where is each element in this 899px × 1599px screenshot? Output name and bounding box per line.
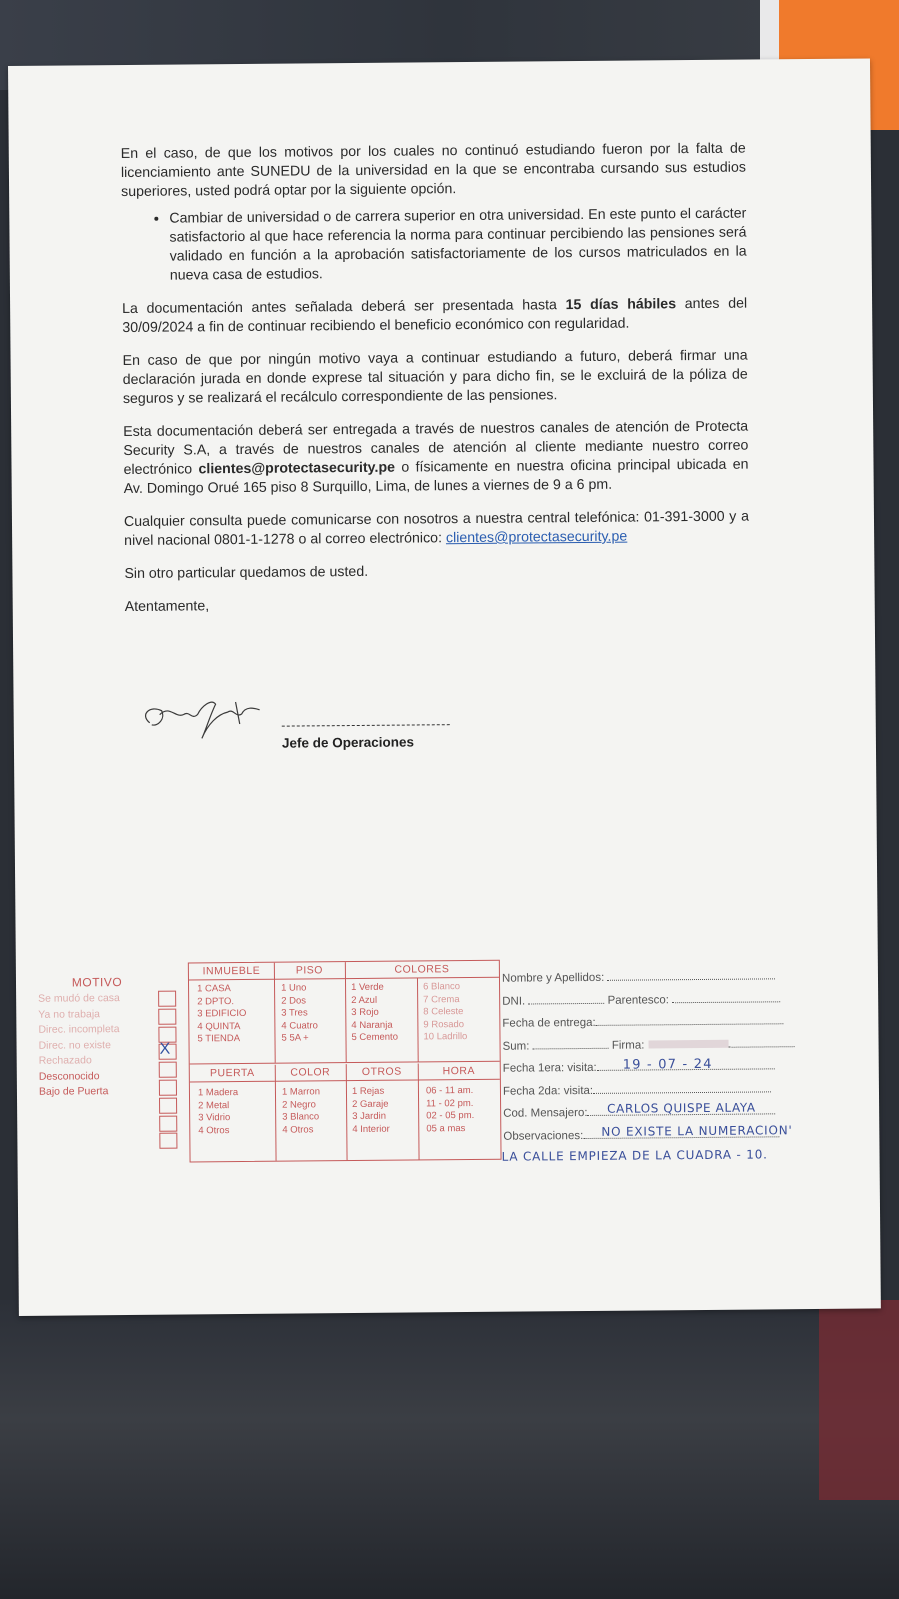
motivo-item: Se mudó de casa — [38, 992, 120, 1005]
observaciones-label: Observaciones: — [503, 1129, 584, 1143]
color-header: COLOR — [275, 1064, 346, 1082]
checkbox[interactable] — [158, 1026, 176, 1042]
mensajero-label: Cod. Mensajero: — [503, 1106, 588, 1120]
motivo-item: Bajo de Puerta — [38, 1085, 109, 1098]
fecha1-label: Fecha 1era: visita: — [502, 1061, 597, 1075]
signature-line — [282, 724, 450, 726]
background-table — [0, 1300, 899, 1599]
checkbox[interactable] — [159, 1080, 177, 1096]
delivery-form — [502, 965, 804, 1170]
motivo-checkboxes — [158, 991, 177, 1151]
sum-field[interactable] — [533, 1035, 609, 1049]
motivo-item: Rechazado — [38, 1054, 92, 1067]
firma-smudge — [648, 1040, 728, 1049]
paragraph-closing: Sin otro particular quedamos de usted. — [124, 563, 369, 583]
otros-list: 1 Rejas 2 Garaje 3 Jardin 4 Interior — [351, 1085, 390, 1135]
motivo-item: Desconocido — [38, 1069, 100, 1083]
delivery-stamp — [38, 960, 500, 1164]
paragraph-deadline: La documentación antes señalada deberá ser presentada hasta 15 días hábiles antes del 30/09/2024 a fin de continuar recibiendo el beneficio económico con regularidad. — [122, 295, 748, 337]
parentesco-field[interactable] — [672, 989, 780, 1003]
sum-label: Sum: — [502, 1039, 530, 1053]
colores-header: COLORES — [345, 961, 499, 979]
handwritten-signature — [135, 684, 266, 745]
motivo-title: MOTIVO — [71, 975, 123, 990]
motivo-item: Direc. no existe — [38, 1038, 111, 1052]
mensajero-value: CARLOS QUISPE ALAYA — [607, 1100, 756, 1116]
puerta-list: 1 Madera 2 Metal 3 Vidrio 4 Otros — [197, 1087, 239, 1136]
nombre-field[interactable] — [607, 966, 775, 980]
hora-list: 06 - 11 am. 11 - 02 pm. 02 - 05 pm. 05 a mas — [425, 1084, 475, 1134]
checkbox[interactable] — [159, 1133, 177, 1149]
form-row-observaciones-2 — [503, 1145, 803, 1170]
email-link[interactable]: clientes@protectasecurity.pe — [445, 528, 628, 547]
option-list — [121, 205, 747, 286]
paragraph-salutation: Atentamente, — [124, 598, 210, 616]
signer-title: Jefe de Operaciones — [281, 734, 415, 751]
dni-field[interactable] — [528, 990, 604, 1004]
form-row-entrega — [502, 1010, 802, 1035]
firma-label: Firma: — [611, 1038, 645, 1052]
paragraph-contact: Cualquier consulta puede comunicarse con nosotros a nuestra central telefónica: 01-391-3000 y a nivel nacional 0801-1-1278 o al correo electrónico: clientes@protectasecurity.pe — [123, 508, 750, 550]
paragraph-delivery: Esta documentación deberá ser entregada a través de nuestros canales de atención de Protecta Security S.A, a través de nuestros canales de atención al cliente mediante nuestro correo electrónico clientes@protectasecurity.pe o físicamente en nuestra oficina principal ubicada en Av. Domingo Orué 165 piso 8 Surquillo, Lima, de lunes a viernes de 9 a 6 pm. — [123, 418, 749, 498]
piso-header: PISO — [274, 962, 345, 980]
letter-body — [121, 140, 750, 631]
checkbox[interactable] — [159, 1062, 177, 1078]
colores-list-b: 6 Blanco 7 Crema 8 Celeste 9 Rosado 10 Ladrillo — [423, 981, 468, 1043]
email-bold: clientes@protectasecurity.pe — [198, 459, 396, 478]
dni-label: DNI. — [502, 995, 526, 1008]
paragraph-sunedu: En el caso, de que los motivos por los cuales no continuó estudiando fueron por la falta de licenciamiento ante SUNEDU de la universidad en la que se encontraba cursando sus estudios superiores, usted podrá optar por la siguiente opción. — [120, 140, 746, 201]
firma-field[interactable] — [728, 1034, 794, 1048]
hora-header: HORA — [418, 1063, 500, 1081]
stamp-grid — [188, 960, 502, 1163]
checkbox[interactable] — [159, 1115, 177, 1131]
fecha2-label: Fecha 2da: visita: — [502, 1084, 594, 1098]
checkbox[interactable] — [159, 1097, 177, 1113]
observaciones-value-1: NO EXISTE LA NUMERACION' — [601, 1122, 793, 1139]
check-mark: X — [159, 1041, 171, 1059]
observaciones-value-2: LA CALLE EMPIEZA DE LA CUADRA - 10. — [501, 1147, 768, 1164]
form-row-fecha1 — [503, 1055, 803, 1080]
fecha-entrega-label: Fecha de entrega: — [502, 1016, 596, 1030]
checkbox-checked[interactable] — [159, 1041, 177, 1060]
letter-page — [8, 58, 881, 1315]
paragraph-declaration: En caso de que por ningún motivo vaya a continuar estudiando a futuro, deberá firmar una declaración jurada en donde exprese tal situación y para dicho fin, se le excluirá de la póliza de seguros y se realizará el recálculo correspondiente de las pensiones. — [122, 347, 748, 408]
inmueble-header: INMUEBLE — [189, 963, 274, 981]
nombre-label: Nombre y Apellidos: — [501, 971, 605, 985]
motivo-item: Ya no trabaja — [38, 1007, 101, 1021]
otros-header: OTROS — [346, 1063, 418, 1081]
fecha1-value: 19 - 07 - 24 — [622, 1056, 713, 1073]
color-list: 1 Marron 2 Negro 3 Blanco 4 Otros — [281, 1086, 321, 1136]
motivo-list — [38, 975, 157, 1101]
puerta-header: PUERTA — [190, 1065, 275, 1083]
piso-list: 1 Uno 2 Dos 3 Tres 4 Cuatro 5 5A + — [281, 982, 318, 1044]
checkbox[interactable] — [158, 991, 176, 1007]
form-row-dni — [502, 988, 802, 1013]
inmueble-list: 1 CASA 2 DPTO. 3 EDIFICIO 4 QUINTA 5 TIENDA — [197, 983, 247, 1045]
form-row-nombre — [502, 965, 802, 990]
motivo-item: Direc. incompleta — [38, 1023, 120, 1036]
background-red-object — [819, 1300, 899, 1500]
parentesco-label: Parentesco: — [607, 993, 670, 1007]
fecha-entrega-field[interactable] — [596, 1011, 784, 1026]
colores-list-a: 1 Verde 2 Azul 3 Rojo 4 Naranja 5 Cemento — [351, 981, 399, 1044]
checkbox[interactable] — [158, 1008, 176, 1024]
deadline-days: 15 días hábiles — [565, 296, 677, 314]
option-change-university: • Cambiar de universidad o de carrera superior en otra universidad. En este punto el carácter satisfactorio al que hace referencia la norma para continuar percibiendo las pensiones será validado en función a la aprobación satisfactoriamente de los cursos matriculados en la nueva casa de estudios. — [169, 205, 747, 286]
fecha2-field[interactable] — [593, 1079, 771, 1094]
